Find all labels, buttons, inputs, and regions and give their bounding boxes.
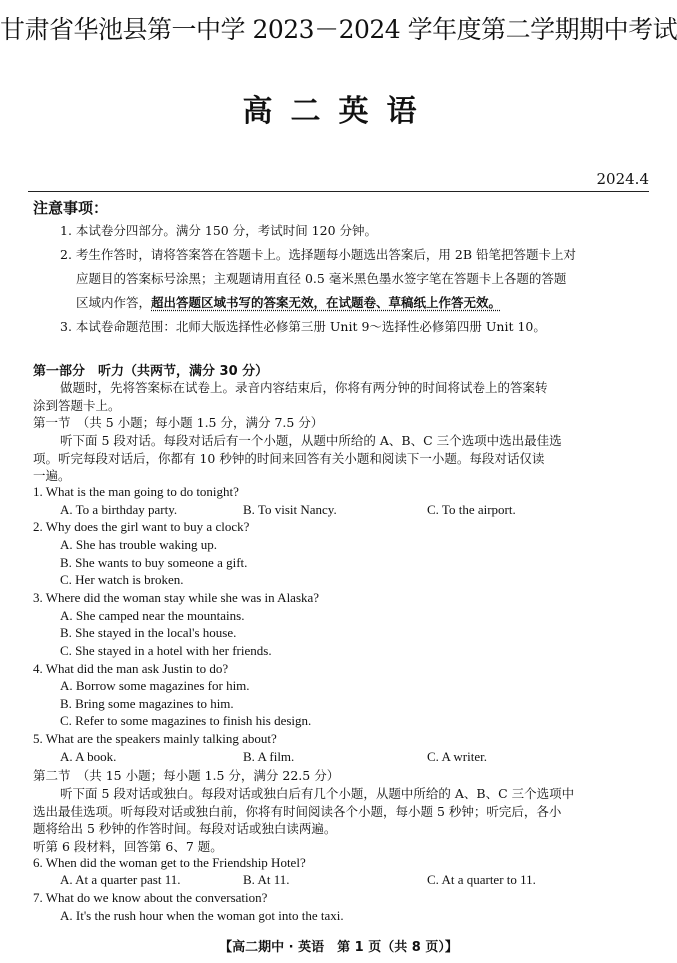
- q3-option-a: A. She camped near the mountains.: [60, 608, 245, 623]
- q3-option-b: B. She stayed in the local's house.: [60, 625, 237, 640]
- q1-option-a: A. To a birthday party.: [60, 502, 178, 517]
- q5-option-a: A. A book.: [60, 749, 117, 764]
- notice-item-2-tail: [76, 293, 501, 311]
- q1-option-b: B. To visit Nancy.: [243, 502, 337, 517]
- question-6: 6. When did the woman get to the Friendship Hotel?: [33, 855, 306, 870]
- q2-option-b: B. She wants to buy someone a gift.: [60, 555, 248, 570]
- section1-intro-line-1: 听下面 5 段对话。每段对话后有一个小题，从题中所给的 A、B、C 三个选项中选出最佳选: [60, 433, 562, 448]
- q6-option-b: B. At 11.: [243, 872, 290, 887]
- q2-option-a: A. She has trouble waking up.: [60, 537, 218, 552]
- notice-item-3: 3. 本试卷命题范围：北师大版选择性必修第三册 Unit 9～选择性必修第四册 Unit 10。: [60, 319, 546, 334]
- q4-option-c: C. Refer to some magazines to finish his design.: [60, 713, 312, 728]
- q5-option-c: C. A writer.: [427, 749, 487, 764]
- exam-date: 2024.4: [596, 170, 649, 188]
- q6-option-c: C. At a quarter to 11.: [427, 872, 536, 887]
- school-exam-title: 甘肃省华池县第一中学 2023－2024 学年度第二学期期中考试: [0, 15, 677, 44]
- section2-material-6: 听第 6 段材料，回答第 6、7 题。: [33, 839, 223, 854]
- question-3: 3. Where did the woman stay while she was in Alaska?: [33, 590, 320, 605]
- part1-heading-points: （共两节，满分 30 分）: [124, 364, 269, 379]
- part1-intro-line-1: 做题时，先将答案标在试卷上。录音内容结束后，你将有两分钟的时间将试卷上的答案转: [60, 380, 548, 395]
- q1-option-c: C. To the airport.: [427, 502, 516, 517]
- section2-intro-line-2: 选出最佳选项。听每段对话或独白前，你将有时间阅读各个小题，每小题 5 秒钟；听完后，各小: [33, 804, 562, 819]
- q5-option-b: B. A film.: [243, 749, 295, 764]
- notice-heading: 注意事项：: [33, 199, 109, 217]
- q4-option-b: B. Bring some magazines to him.: [60, 696, 234, 711]
- header-divider: [28, 191, 649, 192]
- q4-option-a: A. Borrow some magazines for him.: [60, 678, 250, 693]
- part1-heading: [33, 360, 268, 379]
- notice-item-2: 2. 考生作答时，请将答案答在答题卡上。选择题每小题选出答案后，用 2B 铅笔把答题卡上对: [60, 247, 576, 262]
- section1-intro-line-2: 项。听完每段对话后，你都有 10 秒钟的时间来回答有关小题和阅读下一小题。每段对话仅读: [33, 451, 545, 466]
- section2-heading: 第二节 （共 15 小题；每小题 1.5 分，满分 22.5 分）: [33, 768, 340, 783]
- q6-option-a: A. At a quarter past 11.: [60, 872, 181, 887]
- section2-intro-line-3: 题将给出 5 秒钟的作答时间。每段对话或独白读两遍。: [33, 821, 337, 836]
- part1-intro-line-2: 涂到答题卡上。: [33, 398, 121, 413]
- q7-option-a: A. It's the rush hour when the woman got into the taxi.: [60, 908, 344, 923]
- q3-option-c: C. She stayed in a hotel with her friends.: [60, 643, 272, 658]
- notice-item-2-end: 区域内作答，: [76, 295, 152, 310]
- q2-option-c: C. Her watch is broken.: [60, 572, 184, 587]
- notice-item-1: 1. 本试卷分四部分。满分 150 分，考试时间 120 分钟。: [60, 223, 378, 238]
- section2-intro-line-1: 听下面 5 段对话或独白。每段对话或独白后有几个小题，从题中所给的 A、B、C 三个选项中: [60, 786, 575, 801]
- question-1: 1. What is the man going to do tonight?: [33, 484, 239, 499]
- notice-emphasis: 超出答题区域书写的答案无效，在试题卷、草稿纸上作答无效。: [151, 295, 502, 310]
- question-5: 5. What are the speakers mainly talking about?: [33, 731, 277, 746]
- notice-item-2-cont: 应题目的答案标号涂黑；主观题请用直径 0.5 毫米黑色墨水签字笔在答题卡上各题的答题: [76, 271, 567, 286]
- section1-heading: 第一节 （共 5 小题；每小题 1.5 分，满分 7.5 分）: [33, 415, 324, 430]
- question-2: 2. Why does the girl want to buy a clock?: [33, 519, 250, 534]
- section1-intro-line-3: 一遍。: [33, 468, 71, 483]
- question-7: 7. What do we know about the conversation?: [33, 890, 268, 905]
- page-footer: 【高二期中 · 英语 第 1 页（共 8 页）】: [219, 940, 458, 955]
- question-4: 4. What did the man ask Justin to do?: [33, 661, 229, 676]
- part1-heading-main: 第一部分 听力: [33, 364, 125, 379]
- subject-title: 高二英语: [242, 94, 435, 129]
